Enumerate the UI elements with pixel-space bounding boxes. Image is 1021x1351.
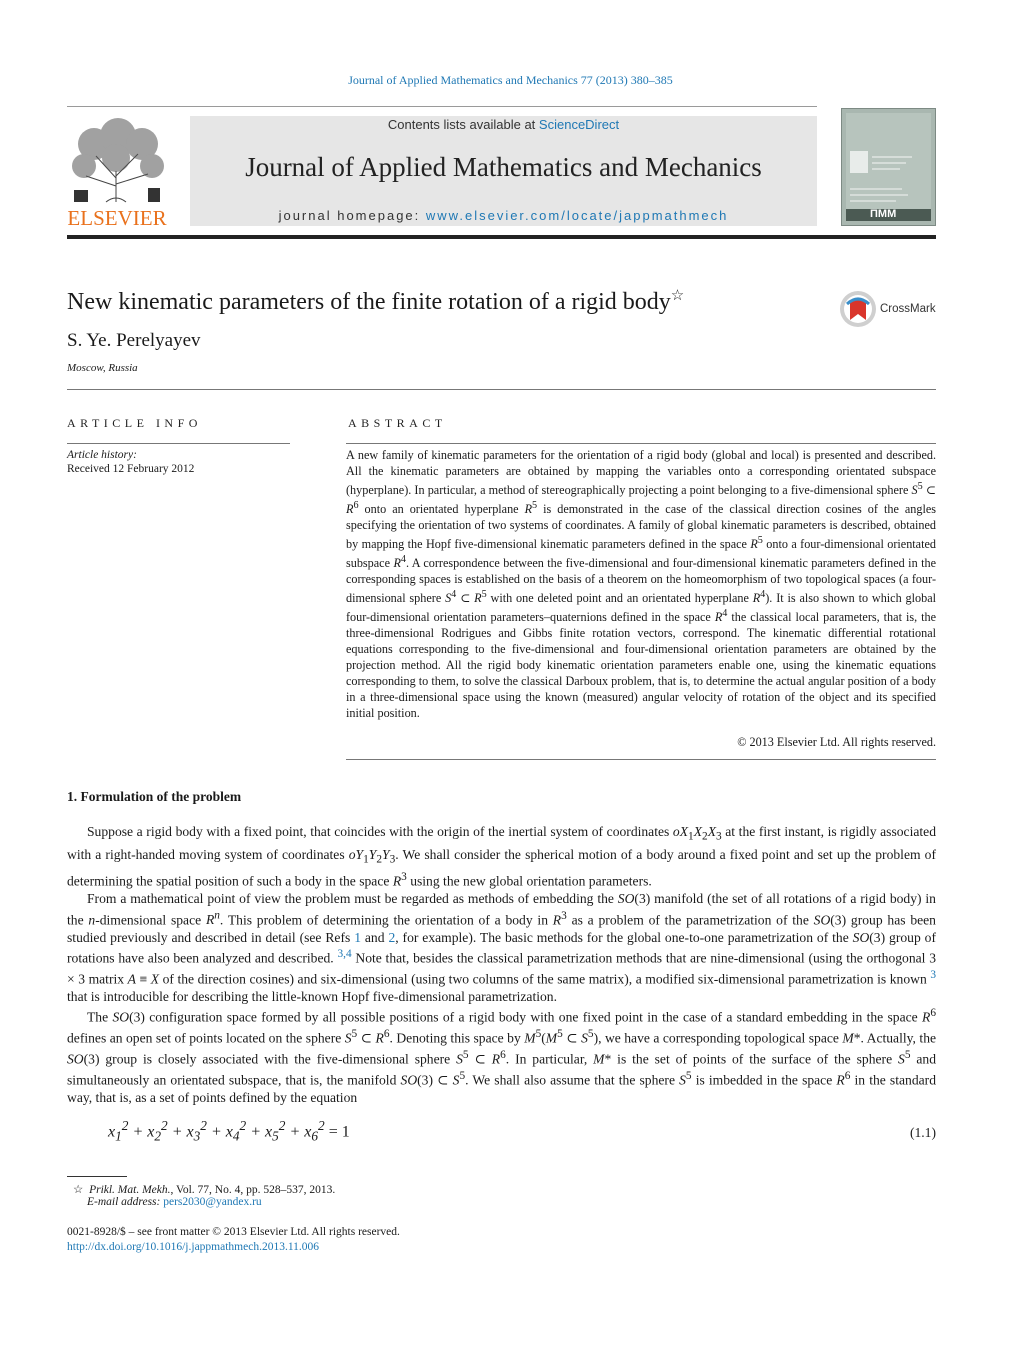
doi-link[interactable]: http://dx.doi.org/10.1016/j.jappmathmech.2013.11.006 xyxy=(67,1241,320,1253)
ref-link[interactable]: 3,4 xyxy=(337,947,352,960)
body-paragraph: Suppose a rigid body with a fixed point, that coincides with the origin of the inertial system of coordinates $oX_1X_2X_3$ at the first instant, is rigidly associated with a right-handed moving system of coordinates $oY_1Y_2Y_3$. We shall consider the spherical motion of a body around a fixed point and set up the problem of determining the spatial position of such a body in the space $R^3$ using the new global orientation parameters. xyxy=(67,824,936,889)
cover-label: ПММ xyxy=(870,208,897,220)
homepage-prefix: journal homepage: xyxy=(278,208,421,223)
footnote-mark: ☆ xyxy=(73,1184,84,1196)
journal-title: Journal of Applied Mathematics and Mechanics xyxy=(245,152,762,182)
author-name: S. Ye. Perelyayev xyxy=(67,330,201,351)
issn-line: 0021-8928/$ – see front matter © 2013 Elsevier Ltd. All rights reserved. xyxy=(67,1226,400,1238)
equation-number: (1.1) xyxy=(909,1125,936,1140)
journal-citation[interactable]: Journal of Applied Mathematics and Mechanics 77 (2013) 380–385 xyxy=(348,73,673,87)
footnote-rule xyxy=(67,1176,127,1177)
ref-link[interactable]: 3 xyxy=(930,968,936,981)
author-affiliation: Moscow, Russia xyxy=(67,362,138,374)
header-thick-rule xyxy=(67,235,936,239)
body-paragraph: The SO(3) configuration space formed by all possible positions of a rigid body with one fixed point in the case of a standard embedding in the space $R^6$ defines an open set of points located on the sphere $S^5$ ⊂ $R^6$. Denoting this space by $M^5(M^5$ ⊂ $S^5$), we have a corresponding topological space M*. Actually, the SO(3) group is closely associated with the five-dimensional sphere $S^5$ ⊂ $R^6$. In particular, M* is the set of points of the surface of the sphere $S^5$ and simultaneously an orientated subspace, that is, the manifold SO(3) ⊂ $S^5$. We shall also assume that the sphere $S^5$ is imbedded in the space $R^6$ in the standard way, that is, as a set of points defined by the equation xyxy=(67,1007,937,1105)
abstract-end-rule xyxy=(346,759,936,760)
crossmark-badge[interactable] xyxy=(839,290,939,330)
title-footnote-mark[interactable]: ☆ xyxy=(670,288,685,304)
header-divider xyxy=(67,106,817,107)
homepage-link[interactable]: www.elsevier.com/locate/jappmathmech xyxy=(425,208,729,223)
email-link[interactable]: pers2030@yandex.ru xyxy=(163,1196,262,1208)
article-title-text: New kinematic parameters of the finite rotation of a rigid body xyxy=(67,289,671,315)
footnote-source-details: , Vol. 77, No. 4, pp. 528–537, 2013. xyxy=(170,1184,336,1196)
article-history-label: Article history: xyxy=(67,449,137,461)
ref-link[interactable]: 2 xyxy=(388,929,396,945)
contents-prefix: Contents lists available at xyxy=(387,117,536,132)
section-heading: 1. Formulation of the problem xyxy=(67,789,242,804)
title-divider xyxy=(67,389,936,390)
publisher-wordmark: ELSEVIER xyxy=(67,206,167,230)
body-paragraph: From a mathematical point of view the problem must be regarded as methods of embedding the SO(3) manifold (the set of all rotations of a rigid body) in the n-dimensional space $R^n$. This problem of determining the orientation of a body in $R^3$ as a problem of the parametrization of the SO(3) group has been studied previously and described in detail (see Refs 1 and 2, for example). The basic methods for the global one-to-one parametrization of the SO(3) group of rotations have also been analyzed and described. $^{3,4}$ Note that, besides the classical parametrization methods that are nine-dimensional (using the orthogonal 3 × 3 matrix A ≡ X of the direction cosines) and six-dimensional (using two columns of the same matrix), a modified six-dimensional parametrization is known $^3$ that is introducible for describing the little-known Hopf five-dimensional parametrization. xyxy=(67,891,936,1004)
footnote-source-title: Prikl. Mat. Mekh. xyxy=(89,1184,171,1196)
section-body xyxy=(67,823,936,1106)
abstract-rule xyxy=(346,443,936,444)
equation-1-1: $x_1^2 + x_2^2 + x_3^2 + x_4^2 + x_5^2 + x_6^2 = 1$ xyxy=(108,1118,350,1144)
journal-cover-thumbnail[interactable] xyxy=(841,108,936,226)
ref-link[interactable]: 1 xyxy=(354,929,361,945)
article-info-heading: ARTICLE INFO xyxy=(67,416,202,430)
footnote-email xyxy=(87,1196,262,1208)
received-date: Received 12 February 2012 xyxy=(67,463,195,475)
crossmark-icon xyxy=(839,290,877,328)
abstract-heading: ABSTRACT xyxy=(348,416,447,430)
crossmark-label: CrossMark xyxy=(880,303,936,315)
article-info-rule xyxy=(67,443,290,444)
journal-homepage xyxy=(190,208,817,223)
email-label: E-mail address: xyxy=(87,1196,161,1208)
abstract-copyright: © 2013 Elsevier Ltd. All rights reserved. xyxy=(737,735,936,749)
sciencedirect-link[interactable]: ScienceDirect xyxy=(538,117,620,132)
abstract-body: A new family of kinematic parameters for the orientation of a rigid body (global and local) is presented and described. All the kinematic parameters are obtained by mapping the variables onto a corresponding orientated subspace (hyperplane). In particular, a method of stereographically projecting a point belonging to a five-dimensional sphere $S^5$ ⊂ $R^6$ onto an orientated hyperplane $R^5$ is demonstrated in the case of the classical direction cosines of the angles specifying the orientation of two systems of coordinates. A family of global kinematic parameters is described, obtained by mapping the Hopf five-dimensional kinematic parameters defined in the space $R^5$ onto a four-dimensional orientated subspace $R^4$. A correspondence between the five-dimensional and four-dimensional kinematic parameters defined in the corresponding spaces is established on the basis of a theorem on the homeomorphism of two topological spaces (a four-dimensional sphere $S^4$ ⊂ $R^5$ with one deleted point and an orientated hyperplane $R^4$). It is also shown to which global four-dimensional orientation parameters–quaternions defined in the space $R^4$ the classical local parameters, that is, the three-dimensional Rodrigues and Gibbs finite rotation vectors, correspond. The kinematic differential rotational equations corresponding to the five-dimensional and four-dimensional orientation parameters are obtained by the projection method. All the rigid body kinematic orientation parameters enable one, using the kinematic equations corresponding to them, to solve the classical Darboux problem, that is, to determine the actual angular position of a body in a three-dimensional space using the known (measured) angular velocity of rotation of the object and its specified initial position. xyxy=(346,448,936,721)
contents-availability xyxy=(190,117,817,132)
footnote-source xyxy=(73,1182,335,1196)
article-title xyxy=(67,286,684,316)
